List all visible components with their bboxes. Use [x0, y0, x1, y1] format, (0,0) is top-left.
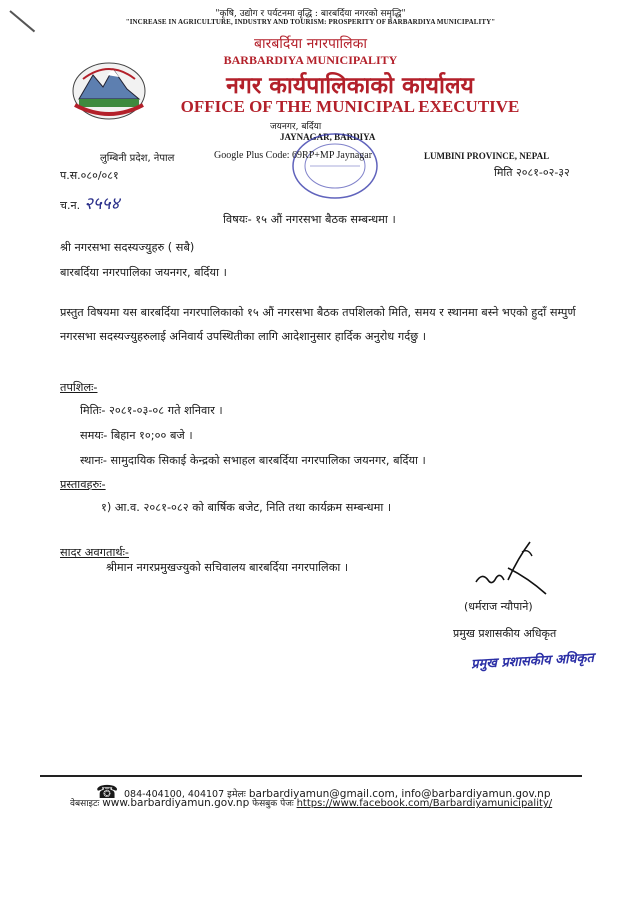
motto-nepali: "कृषि, उद्योग र पर्यटनमा वृद्धि : बारबर्दिया नगरको समृद्धि" — [215, 9, 406, 19]
email-addresses[interactable]: barbardiyamun@gmail.com, info@barbardiyamun.gov.np — [248, 788, 551, 800]
designation-stamp: प्रमुख प्रशासकीय अधिकृत — [470, 650, 595, 673]
letter-date: मिति २०८१-०२-३२ — [494, 166, 570, 179]
office-title-nepali: नगर कार्यपालिकाको कार्यालय — [226, 72, 474, 99]
province-nepali: लुम्बिनी प्रदेश, नेपाल — [100, 153, 175, 164]
municipality-name-english: BARBARDIYA MUNICIPALITY — [223, 53, 398, 67]
meeting-time: समयः- बिहान १०;०० बजे । — [80, 429, 193, 442]
signer-name: (धर्मराज न्यौपाने) — [464, 600, 533, 613]
address-nepali: जयनगर, बर्दिया — [270, 122, 322, 132]
recipient-line-1: श्री नगरसभा सदस्यज्युहरु ( सबै) — [60, 241, 195, 254]
office-seal-icon — [290, 130, 380, 202]
proposals-heading: प्रस्तावहरुः- — [60, 478, 106, 491]
telephone-icon: ☎ — [96, 782, 119, 803]
dispatch-number-handwritten: २५५४ — [84, 194, 120, 214]
cc-recipient: श्रीमान नगरप्रमुखज्युको सचिवालय बारबर्दिया नगरपालिका । — [106, 561, 349, 574]
subject-line: विषयः- १५ औं नगरसभा बैठक सम्बन्धमा । — [223, 213, 396, 226]
website-line — [70, 796, 552, 809]
facebook-link[interactable]: https://www.facebook.com/Barbardiyamunicipality/ — [296, 798, 553, 809]
address-english: JAYNAGAR, BARDIYA — [280, 132, 376, 142]
dispatch-label: च.न. — [60, 199, 81, 212]
motto-english: "INCREASE IN AGRICULTURE, INDUSTRY AND TOURISM: PROSPERITY OF BARBARDIYA MUNICIPALITY" — [125, 18, 496, 26]
meeting-place: स्थानः- सामुदायिक सिकाई केन्द्रको सभाहल बारबर्दिया नगरपालिका जयनगर, बर्दिया । — [80, 454, 426, 467]
facebook-label: फेसबुक पेजः — [252, 799, 294, 809]
proposal-item: १) आ.व. २०८१-०८२ को बार्षिक बजेट, निति तथा कार्यक्रम सम्बन्धमा । — [101, 501, 392, 514]
province-english: LUMBINI PROVINCE, NEPAL — [424, 151, 550, 161]
recipient-line-2: बारबर्दिया नगरपालिका जयनगर, बर्दिया । — [60, 266, 227, 279]
municipality-name-nepali: बारबर्दिया नगरपालिका — [253, 36, 368, 52]
dispatch-number — [60, 191, 119, 214]
signer-designation: प्रमुख प्रशासकीय अधिकृत — [453, 627, 557, 640]
signature-icon — [468, 538, 558, 598]
phone-numbers: 084-404100, 404107 इमेलः — [124, 789, 246, 800]
website-link[interactable]: www.barbardiyamun.gov.np — [102, 797, 250, 809]
body-paragraph: प्रस्तुत विषयमा यस बारबर्दिया नगरपालिकाको १५ औं नगरसभा बैठक तपशिलको मिति, समय र स्थानमा बस्ने भएको हुदाँ सम्पुर्ण नगरसभा सदस्यज्युहरुलाई अनिवार्य उपस्थितीका लागि आदेशानुसार हार्दिक अनुरोध गर्दछु । — [60, 306, 576, 343]
meeting-date: मितिः- २०८१-०३-०८ गते शनिवार । — [80, 404, 223, 417]
office-title-english: OFFICE OF THE MUNICIPAL EXECUTIVE — [180, 97, 520, 116]
google-plus-code: Google Plus Code: 69RP+MP Jaynagar — [214, 150, 373, 161]
website-label: वेबसाइटः — [70, 799, 100, 809]
cc-heading: सादर अवगतार्थः- — [60, 546, 129, 559]
details-heading: तपशिलः- — [60, 381, 98, 394]
footer-divider — [40, 775, 582, 777]
fiscal-year-ref: प.स.०८०/०८१ — [60, 169, 119, 182]
